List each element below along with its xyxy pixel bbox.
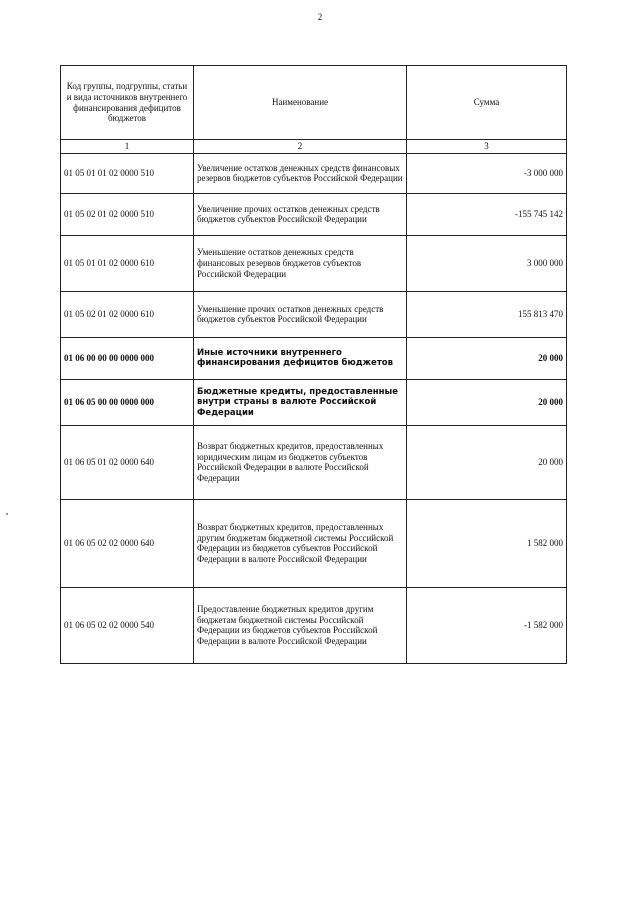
table-row (61, 337, 567, 379)
row-sum: 155 813 470 (407, 291, 567, 337)
sources-financing-table (60, 65, 567, 664)
row-sum: -155 745 142 (407, 193, 567, 235)
header-sum: Сумма (407, 66, 567, 140)
page-number: 2 (317, 12, 323, 22)
row-code: 01 06 05 02 02 0000 540 (61, 587, 194, 663)
table-row (61, 235, 567, 291)
row-code: 01 06 05 02 02 0000 640 (61, 499, 194, 587)
table-row (61, 291, 567, 337)
row-code: 01 06 05 01 02 0000 640 (61, 425, 194, 499)
row-sum: 20 000 (407, 379, 567, 425)
table-row (61, 425, 567, 499)
column-number-3: 3 (407, 140, 567, 154)
row-sum: 3 000 000 (407, 235, 567, 291)
table-row (61, 499, 567, 587)
row-name: Возврат бюджетных кредитов, предоставленных юридическим лицам из бюджетов субъектов Российской Федерации в валюте Российской Федерации (194, 425, 407, 499)
table-row (61, 153, 567, 193)
row-name: Иные источники внутреннего финансирования дефицитов бюджетов (194, 337, 407, 379)
row-code: 01 05 02 01 02 0000 510 (61, 193, 194, 235)
table-row (61, 193, 567, 235)
scan-speck (6, 513, 8, 515)
row-sum: -1 582 000 (407, 587, 567, 663)
row-code: 01 05 02 01 02 0000 610 (61, 291, 194, 337)
row-sum: 1 582 000 (407, 499, 567, 587)
header-name: Наименование (194, 66, 407, 140)
row-code: 01 05 01 01 02 0000 610 (61, 235, 194, 291)
column-number-2: 2 (194, 140, 407, 154)
row-name: Бюджетные кредиты, предоставленные внутри страны в валюте Российской Федерации (194, 379, 407, 425)
row-code: 01 05 01 01 02 0000 510 (61, 153, 194, 193)
row-sum: -3 000 000 (407, 153, 567, 193)
row-name: Увеличение остатков денежных средств финансовых резервов бюджетов субъектов Российской Федерации (194, 153, 407, 193)
header-code: Код группы, подгруппы, статьи и вида источников внутреннего финансирования дефицитов бюджетов (61, 66, 194, 140)
row-code: 01 06 00 00 00 0000 000 (61, 337, 194, 379)
row-sum: 20 000 (407, 425, 567, 499)
row-name: Предоставление бюджетных кредитов другим бюджетам бюджетной системы Российской Федерации из бюджетов субъектов Российской Федерации в валюте Российской Федерации (194, 587, 407, 663)
row-name: Уменьшение прочих остатков денежных средств бюджетов субъектов Российской Федерации (194, 291, 407, 337)
column-number-row (61, 140, 567, 154)
row-name: Уменьшение остатков денежных средств финансовых резервов бюджетов субъектов Российской Федерации (194, 235, 407, 291)
table-row (61, 587, 567, 663)
column-number-1: 1 (61, 140, 194, 154)
row-sum: 20 000 (407, 337, 567, 379)
table-body (61, 153, 567, 663)
row-code: 01 06 05 00 00 0000 000 (61, 379, 194, 425)
row-name: Возврат бюджетных кредитов, предоставленных другим бюджетам бюджетной системы Российской Федерации из бюджетов субъектов Российской Федерации в валюте Российской Федерации (194, 499, 407, 587)
header-row (61, 66, 567, 140)
table-row (61, 379, 567, 425)
row-name: Увеличение прочих остатков денежных средств бюджетов субъектов Российской Федерации (194, 193, 407, 235)
